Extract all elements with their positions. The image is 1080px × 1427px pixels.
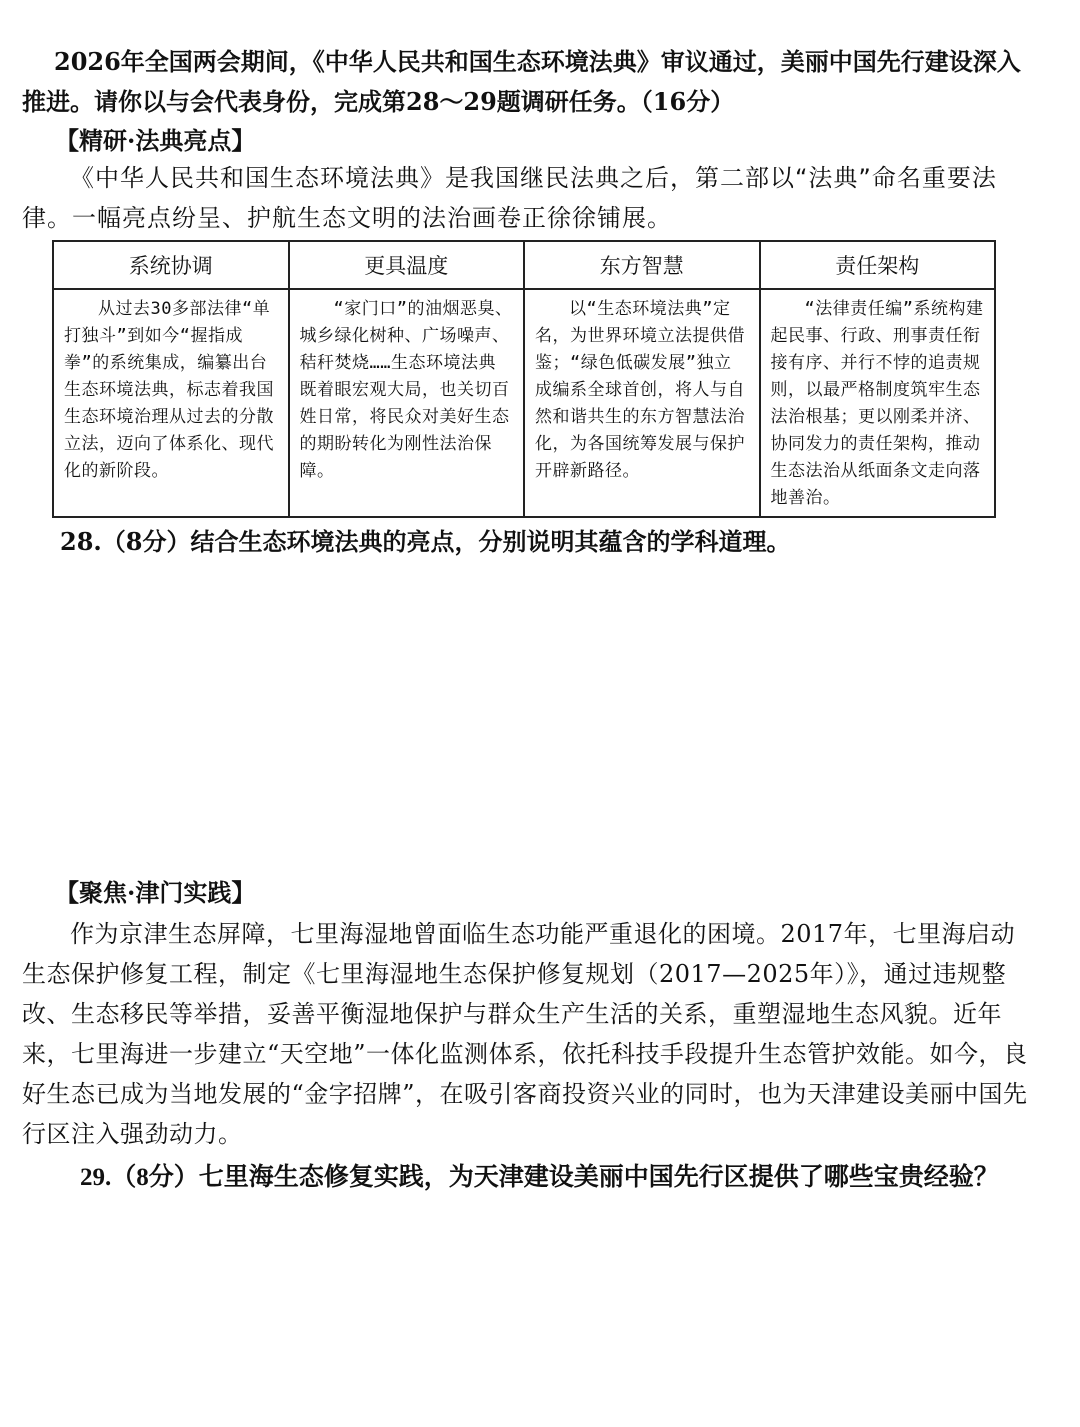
intro-paragraph: 2026年全国两会期间，《中华人民共和国生态环境法典》审议通过，美丽中国先行建设深入推进。请你以与会代表身份，完成第28～29题调研任务。（16分）: [22, 47, 1021, 116]
table-cell: “法律责任编”系统构建起民事、行政、刑事责任衔接有序、并行不悖的追责规则，以最严格制度筑牢生态法治根基；更以刚柔并济、协同发力的责任架构，推动生态法治从纸面条文走向落地善治。: [760, 289, 996, 517]
table-cell: 从过去30多部法律“单打独斗”到如今“握指成拳”的系统集成，编纂出台生态环境法典，标志着我国生态环境治理从过去的分散立法，迈向了体系化、现代化的新阶段。: [53, 289, 289, 517]
table-header: 更具温度: [289, 241, 525, 289]
section-title-tianjin-practice: 【聚焦·津门实践】: [55, 878, 256, 907]
table-header: 东方智慧: [524, 241, 760, 289]
section-body-law-highlights: 《中华人民共和国生态环境法典》是我国继民法典之后，第二部以“法典”命名重要法律。一幅亮点纷呈、护航生态文明的法治画卷正徐徐铺展。: [22, 164, 997, 232]
question-29: 29.（8分）七里海生态修复实践，为天津建设美丽中国先行区提供了哪些宝贵经验？: [80, 1164, 999, 1191]
section-body-tianjin-practice: 作为京津生态屏障，七里海湿地曾面临生态功能严重退化的困境。2017年，七里海启动生态保护修复工程，制定《七里海湿地生态保护修复规划（2017—2025年）》，通过违规整改、生态移民等举措，妥善平衡湿地保护与群众生产生活的关系，重塑湿地生态风貌。近年来，七里海进一步建立“天空地”一体化监测体系，依托科技手段提升生态管护效能。如今，良好生态已成为当地发展的“金字招牌”，在吸引客商投资兴业的同时，也为天津建设美丽中国先行区注入强劲动力。: [22, 920, 1028, 1148]
section-title-law-highlights: 【精研·法典亮点】: [55, 126, 256, 155]
table-cell: 以“生态环境法典”定名，为世界环境立法提供借鉴；“绿色低碳发展”独立成编系全球首创，将人与自然和谐共生的东方智慧法治化，为各国统筹发展与保护开辟新路径。: [524, 289, 760, 517]
table-cell: “家门口”的油烟恶臭、城乡绿化树种、广场噪声、秸秆焚烧……生态环境法典既着眼宏观大局，也关切百姓日常，将民众对美好生态的期盼转化为刚性法治保障。: [289, 289, 525, 517]
question-28: 28.（8分）结合生态环境法典的亮点，分别说明其蕴含的学科道理。: [60, 527, 791, 556]
table-header: 责任架构: [760, 241, 996, 289]
highlights-table: [52, 240, 996, 508]
table-header: 系统协调: [53, 241, 289, 289]
